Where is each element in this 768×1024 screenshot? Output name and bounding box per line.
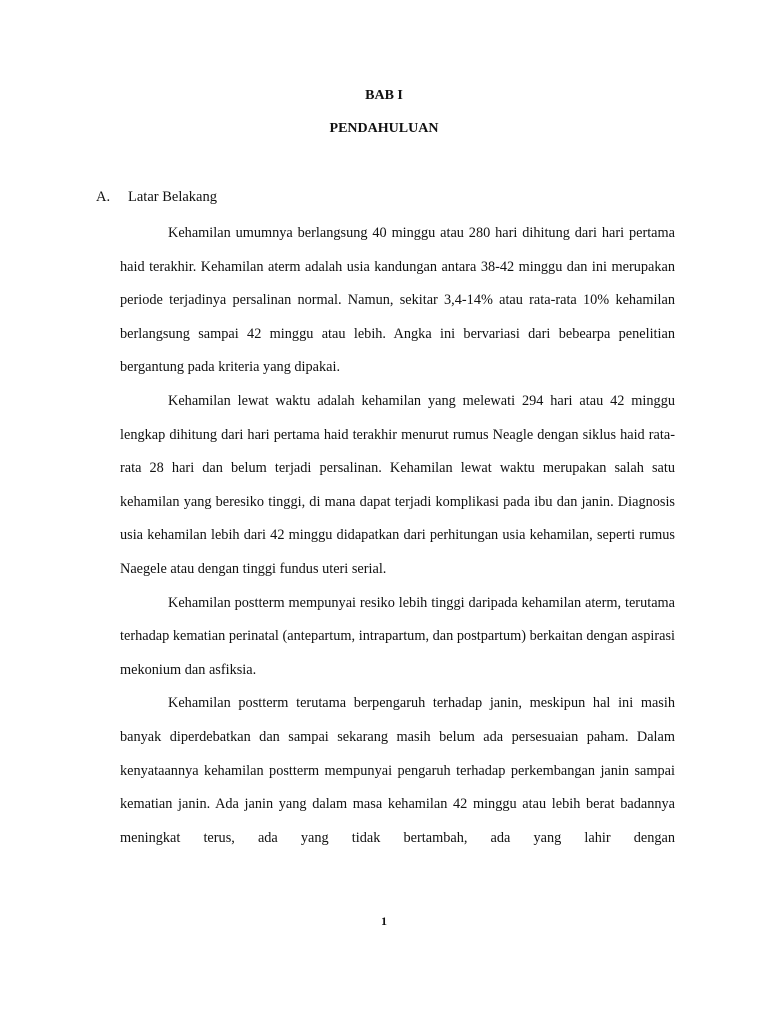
paragraph: Kehamilan lewat waktu adalah kehamilan yang melewati 294 hari atau 42 minggu lengkap dihitung dari hari pertama haid terakhir menurut rumus Neagle dengan siklus haid rata-rata 28 hari dan belum terjadi persalinan. Kehamilan lewat waktu merupakan salah satu kehamilan yang beresiko tinggi, di mana dapat terjadi komplikasi pada ibu dan janin. Diagnosis usia kehamilan lebih dari 42 minggu didapatkan dari perhitungan usia kehamilan, seperti rumus Naegele atau dengan tinggi fundus uteri serial. (120, 392, 675, 577)
chapter-title: PENDAHULUAN (329, 121, 439, 136)
paragraph: Kehamilan postterm terutama berpengaruh terhadap janin, meskipun hal ini masih banyak diperdebatkan dan sampai sekarang masih belum ada persesuaian paham. Dalam kenyataannya kehamilan postterm mempunyai pengaruh terhadap perkembangan janin sampai kematian janin. Ada janin yang dalam masa kehamilan 42 minggu atau lebih berat badannya meningkat terus, ada yang tidak bertambah, ada yang lahir dengan (120, 695, 675, 846)
body-text (120, 217, 675, 855)
chapter-number: BAB I (365, 88, 403, 103)
page-number: 1 (381, 914, 387, 928)
paragraph: Kehamilan umumnya berlangsung 40 minggu atau 280 hari dihitung dari hari pertama haid terakhir. Kehamilan aterm adalah usia kandungan antara 38-42 minggu dan ini merupakan periode terjadinya persalinan normal. Namun, sekitar 3,4-14% atau rata-rata 10% kehamilan berlangsung sampai 42 minggu atau lebih. Angka ini bervariasi dari bebearpa penelitian bergantung pada kriteria yang dipakai. (120, 225, 675, 376)
section-title: Latar Belakang (128, 189, 217, 205)
section-heading (96, 188, 217, 206)
paragraph: Kehamilan postterm mempunyai resiko lebih tinggi daripada kehamilan aterm, terutama terhadap kematian perinatal (antepartum, intrapartum, dan postpartum) berkaitan dengan aspirasi mekonium dan asfiksia. (120, 594, 675, 678)
section-letter: A. (96, 189, 111, 205)
